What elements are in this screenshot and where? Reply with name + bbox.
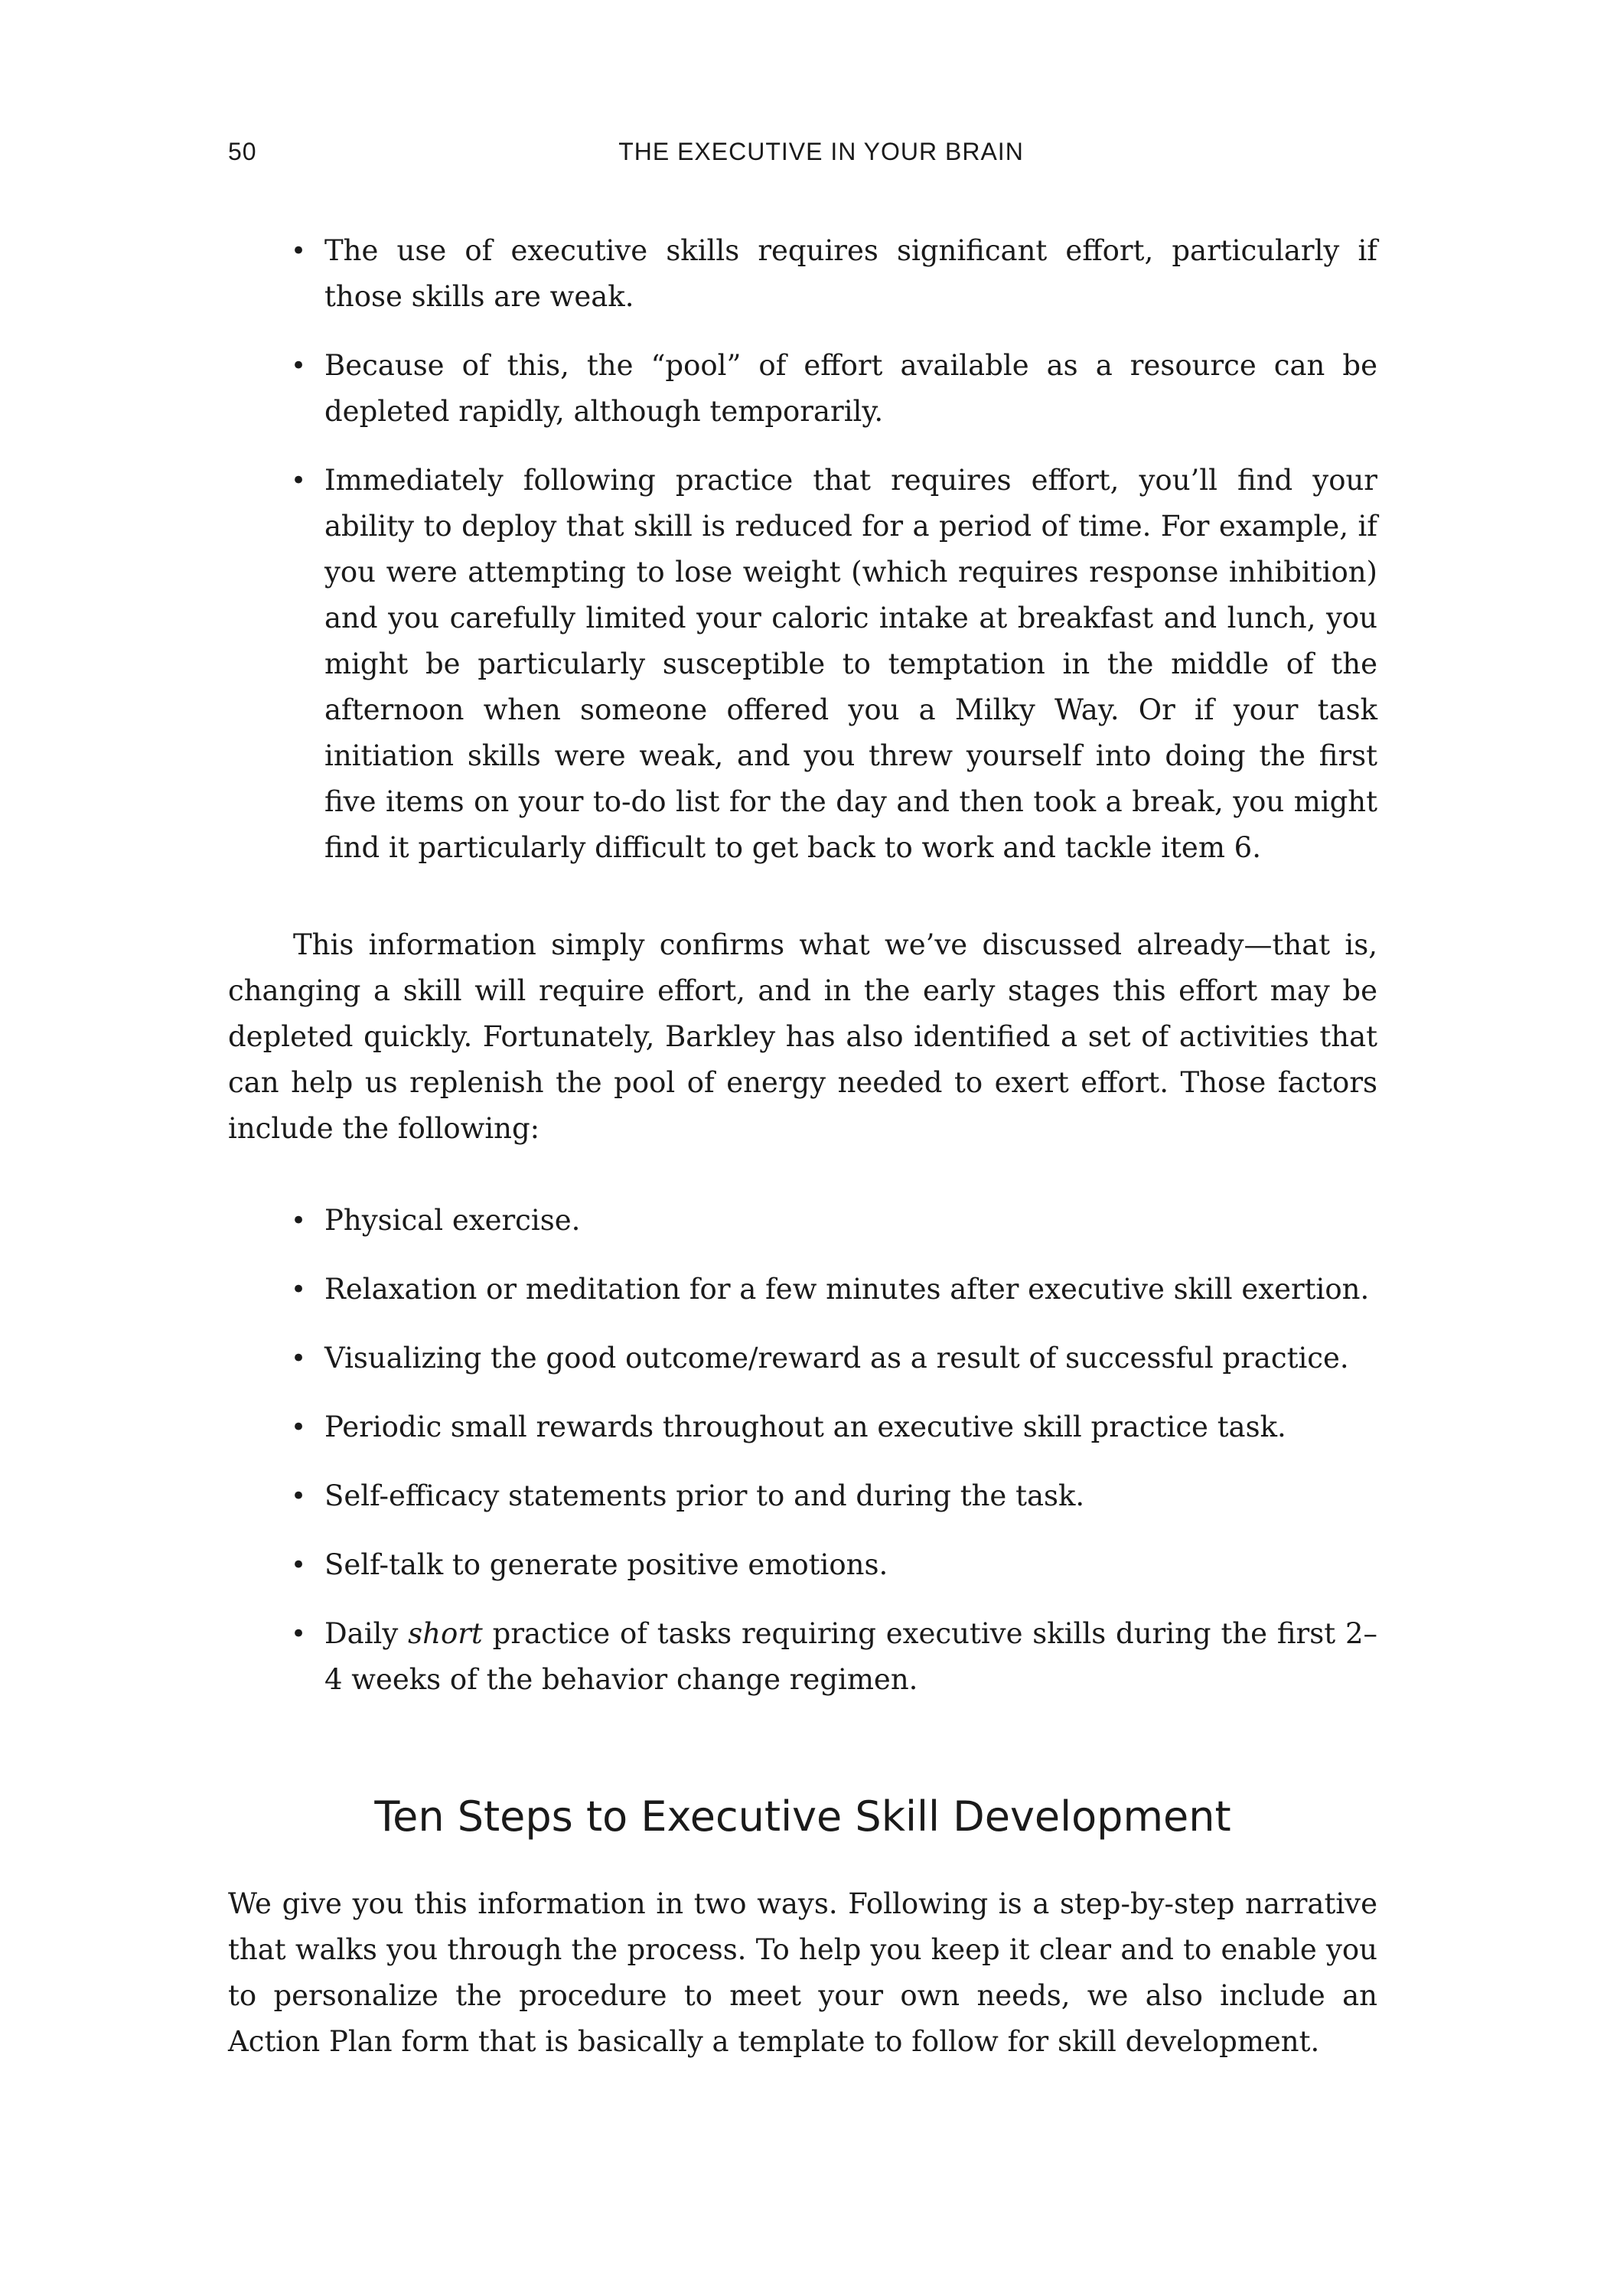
list-item: • Self-efficacy statements prior to and during the task. — [291, 1473, 1377, 1519]
bullet-icon: • — [291, 1205, 307, 1236]
list-item: • Self-talk to generate positive emotions. — [291, 1542, 1377, 1588]
list-item: • Visualizing the good outcome/reward as a result of successful practice. — [291, 1336, 1377, 1381]
bullet-icon: • — [291, 1343, 307, 1374]
list-item: • Because of this, the “pool” of effort available as a resource can be depleted rapidly, although temporarily. — [291, 343, 1377, 435]
bullet-icon: • — [291, 1274, 307, 1305]
bullet-list-replenish — [291, 1198, 1377, 1726]
bullet-icon: • — [291, 1412, 307, 1443]
list-item: • Periodic small rewards throughout an executive skill practice task. — [291, 1404, 1377, 1450]
list-item: • Daily short practice of tasks requiring executive skills during the first 2–4 weeks of the behavior change regimen. — [291, 1611, 1377, 1703]
list-item: • The use of executive skills requires significant effort, particularly if those skills are weak. — [291, 228, 1377, 320]
bullet-icon: • — [291, 1550, 307, 1580]
list-item: • Relaxation or meditation for a few minutes after executive skill exertion. — [291, 1267, 1377, 1313]
section-heading: Ten Steps to Executive Skill Development — [374, 1792, 1231, 1841]
running-head — [228, 138, 1376, 173]
emphasis-text: short — [408, 1617, 483, 1650]
list-item: • Physical exercise. — [291, 1198, 1377, 1244]
bullet-list-effort — [291, 228, 1377, 894]
bullet-icon: • — [291, 1619, 307, 1649]
running-title: THE EXECUTIVE IN YOUR BRAIN — [618, 138, 1024, 165]
bullet-icon: • — [291, 236, 307, 266]
list-item: • Immediately following practice that requires effort, you’ll find your ability to deploy that skill is reduced for a period of time. For example, if you were attempting to lose weight (which requires response inhibition) and you carefully limited your caloric intake at breakfast and lunch, you might be particularly susceptible to temptation in the middle of the afternoon when someone offered you a Milky Way. Or if your task initiation skills were weak, and you threw yourself into doing the first five items on your to-do list for the day and then took a break, you might find it particularly difficult to get back to work and tackle item 6. — [291, 458, 1377, 871]
body-paragraph: This information simply confirms what we’ve discussed already—that is, changing a skill will require effort, and in the early stages this effort may be depleted quickly. Fortunately, Barkley has also identified a set of activities that can help us replenish the pool of energy needed to exert effort. Those factors include the following: — [228, 928, 1377, 1145]
page-number: 50 — [228, 138, 257, 165]
body-paragraph: We give you this information in two ways. Following is a step-by-step narrative that walks you through the process. To help you keep it clear and to enable you to personalize the procedure to meet your own needs, we also include an Action Plan form that is basically a template to follow for skill development. — [228, 1887, 1377, 2058]
bullet-icon: • — [291, 465, 307, 496]
bullet-icon: • — [291, 351, 307, 381]
bullet-icon: • — [291, 1481, 307, 1512]
